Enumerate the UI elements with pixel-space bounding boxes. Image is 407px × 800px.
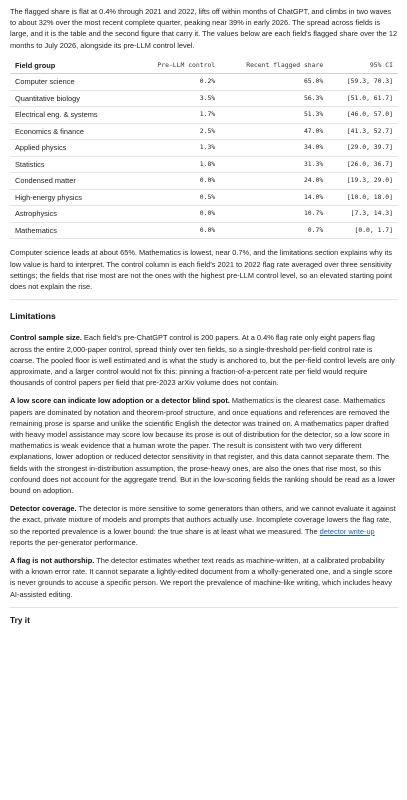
cell-recent-flagged-share: 34.0% <box>220 140 328 157</box>
section-divider <box>10 299 398 300</box>
limitation-text: The detector is more sensitive to some generators than others, and we cannot evaluate it against the exact, private mixture of models and prompts that authors actually use. Incomplete coverage lowers the flag rate, so the reported prevalence is a lower bound: the true share is at least what we measured. The <box>10 504 396 536</box>
cell-ci: [41.3, 52.7] <box>328 123 398 140</box>
cell-ci: [10.0, 18.0] <box>328 189 398 206</box>
cell-field-group: Computer science <box>10 74 136 91</box>
cell-recent-flagged-share: 65.0% <box>220 74 328 91</box>
cell-ci: [26.0, 36.7] <box>328 156 398 173</box>
table-row <box>10 173 398 190</box>
cell-field-group: High-energy physics <box>10 189 136 206</box>
cell-ci: [7.3, 14.3] <box>328 206 398 223</box>
cell-field-group: Economics & finance <box>10 123 136 140</box>
cell-field-group: Electrical eng. & systems <box>10 107 136 124</box>
intro-paragraph: The flagged share is flat at 0.4% through 2021 and 2022, lifts off within months of ChatGPT, and climbs in two waves to about 32% over the most recent complete quarter, peaking near 39% in early 2026. The spread across fields is large, and it is the table and the second figure that carry it. The values below are each field's flagged share over the 12 months to July 2026, alongside its pre-LLM control level. <box>10 7 398 50</box>
limitation-text: reports the per-generator performance. <box>10 537 138 547</box>
limitation-lead: A low score can indicate low adoption or a detector blind spot. <box>10 396 230 406</box>
table-summary-paragraph: Computer science leads at about 65%. Mathematics is lowest, near 0.7%, and the limitations section explains why its low value is hard to interpret. The control column is each field's 2021 to 2022 flag rate averaged over three sensitivity settings; the fields that rise most are not the ones with the highest pre-LLM control level, so an elevated starting point does not explain the rise. <box>10 248 393 291</box>
cell-pre-llm-control: 2.5% <box>136 123 220 140</box>
col-header-field-group: Field group <box>10 58 136 74</box>
cell-pre-llm-control: 0.0% <box>136 222 220 239</box>
cell-ci: [0.0, 1.7] <box>328 222 398 239</box>
table-body <box>10 74 398 239</box>
detector-writeup-link[interactable]: detector write-up <box>319 526 375 536</box>
cell-pre-llm-control: 0.0% <box>136 173 220 190</box>
cell-field-group: Statistics <box>10 156 136 173</box>
table-row <box>10 222 398 239</box>
cell-field-group: Applied physics <box>10 140 136 157</box>
cell-pre-llm-control: 3.5% <box>136 90 220 107</box>
cell-recent-flagged-share: 56.3% <box>220 90 328 107</box>
table-row <box>10 156 398 173</box>
limitation-text: Each field's pre-ChatGPT control is 200 papers. At a 0.4% flag rate only eight papers flag across the entire 2,000-paper control, spread thinly over ten fields, so a single-threshold per-field control rate is coarse. The pooled floor is well estimated and is what the study is anchored to, but the per-field control levels are only approximate, and a larger control would not fix this: pinning a fraction-of-a-percent rate per field would require thousands of control papers per field that pre-2023 arXiv volume does not contain. <box>10 333 395 388</box>
cell-ci: [46.0, 57.0] <box>328 107 398 124</box>
cell-pre-llm-control: 0.2% <box>136 74 220 91</box>
cell-ci: [59.3, 70.3] <box>328 74 398 91</box>
limitation-lead: A flag is not authorship. <box>10 555 95 565</box>
cell-recent-flagged-share: 47.0% <box>220 123 328 140</box>
cell-pre-llm-control: 1.8% <box>136 156 220 173</box>
limitation-detector-coverage <box>10 503 398 548</box>
cell-ci: [51.0, 61.7] <box>328 90 398 107</box>
limitations-heading: Limitations <box>10 311 56 322</box>
table-row <box>10 206 398 223</box>
cell-recent-flagged-share: 14.0% <box>220 189 328 206</box>
limitation-lead: Control sample size. <box>10 333 82 343</box>
limitation-text: The detector estimates whether text reads as machine-written, at a calibrated probability with a known error rate. It cannot separate a lightly-edited document from a wholly-generated one, and a single score is never grounds to accuse a specific person. We report the prevalence of machine-like writing, which includes heavy AI-assisted editing. <box>10 555 393 599</box>
cell-recent-flagged-share: 10.7% <box>220 206 328 223</box>
limitation-text: Mathematics is the clearest case. Mathematics papers are dominated by notation and theorem-proof structure, and once equations and references are removed the remaining prose is sparse and unlike the scientific English the detector was trained on. A mathematics paper drafted with heavy model assistance may score low because its prose is out of distribution for the detector, so a low score in mathematics is weak evidence that a human wrote the paper. The result is consistent with two very different explanations, lower adoption or reduced detector sensitivity in that register, and this data cannot separate them. The fields with the strongest in-distribution assumption, the prose-heavy ones, are also the ones that rise most, so this confound does not account for the aggregate trend. But in the low-scoring fields the ranking should be read as a lower bound on adoption. <box>10 396 396 495</box>
cell-field-group: Condensed matter <box>10 173 136 190</box>
cell-recent-flagged-share: 51.3% <box>220 107 328 124</box>
table-row <box>10 107 398 124</box>
table-header-row <box>10 58 398 74</box>
col-header-pre-llm-control: Pre-LLM control <box>136 58 220 74</box>
limitation-lead: Detector coverage. <box>10 504 77 514</box>
cell-field-group: Quantitative biology <box>10 90 136 107</box>
field-share-table <box>10 58 398 240</box>
cell-recent-flagged-share: 0.7% <box>220 222 328 239</box>
limitation-control-sample-size <box>10 332 398 388</box>
limitation-low-score <box>10 395 398 496</box>
cell-field-group: Astrophysics <box>10 206 136 223</box>
cell-ci: [19.3, 29.0] <box>328 173 398 190</box>
cell-pre-llm-control: 1.7% <box>136 107 220 124</box>
col-header-ci: 95% CI <box>328 58 398 74</box>
cell-ci: [29.0, 39.7] <box>328 140 398 157</box>
cell-field-group: Mathematics <box>10 222 136 239</box>
col-header-recent-flagged-share: Recent flagged share <box>220 58 328 74</box>
cell-pre-llm-control: 1.3% <box>136 140 220 157</box>
table-row <box>10 140 398 157</box>
limitation-flag-not-authorship <box>10 555 398 600</box>
cell-pre-llm-control: 0.5% <box>136 189 220 206</box>
table-row <box>10 189 398 206</box>
table-row <box>10 123 398 140</box>
cell-pre-llm-control: 0.0% <box>136 206 220 223</box>
try-it-heading: Try it <box>10 614 30 625</box>
table-row <box>10 90 398 107</box>
section-divider <box>10 607 398 608</box>
cell-recent-flagged-share: 31.3% <box>220 156 328 173</box>
cell-recent-flagged-share: 24.0% <box>220 173 328 190</box>
table-row <box>10 74 398 91</box>
